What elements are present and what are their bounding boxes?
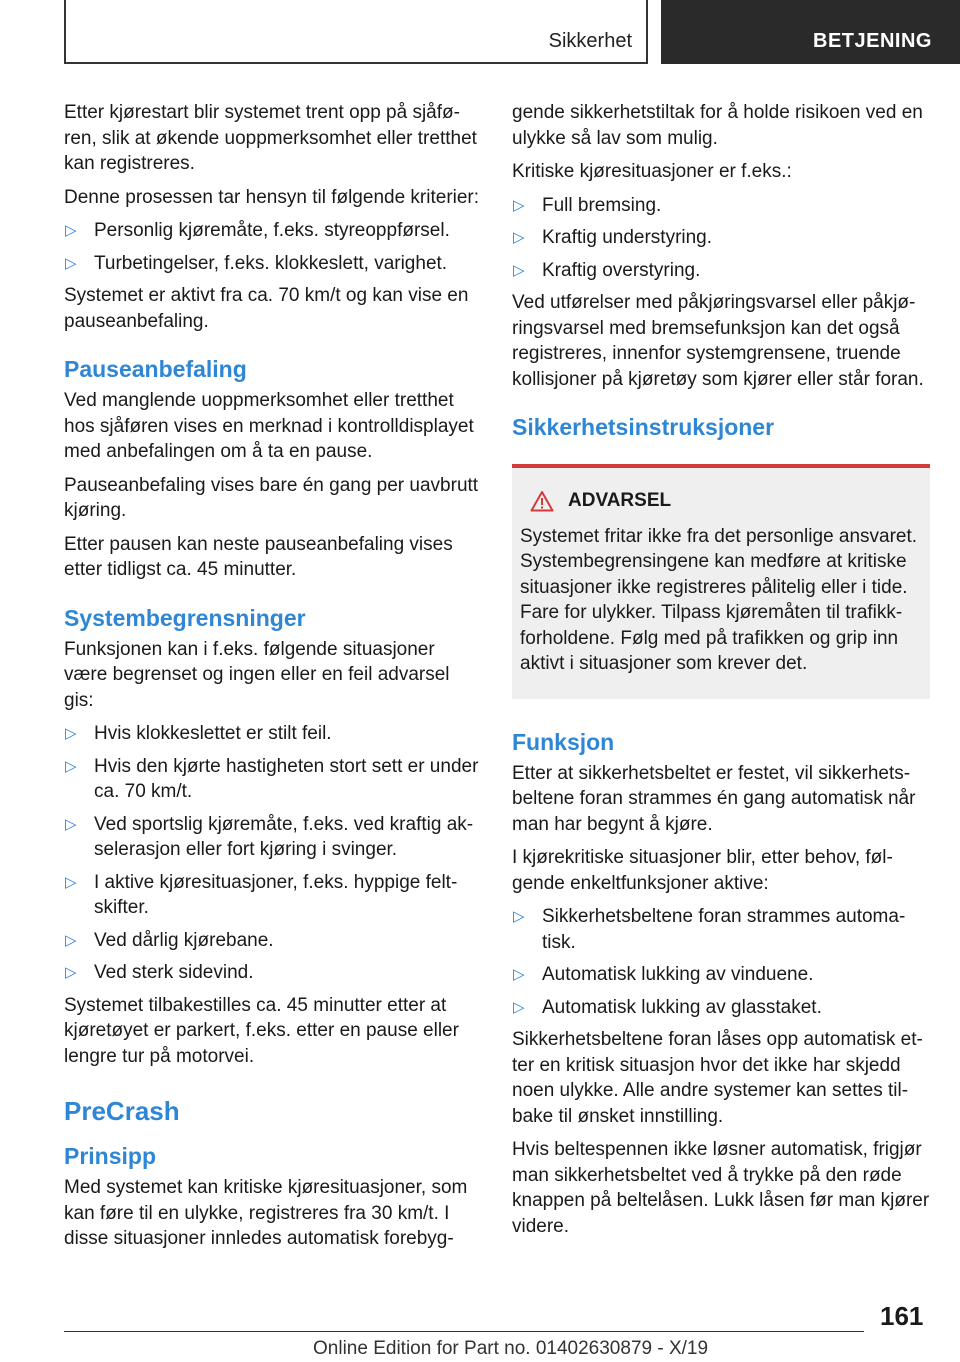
heading-systembegrensninger: Systembegrensninger: [64, 604, 306, 631]
triangle-bullet-icon: ▷: [65, 815, 77, 833]
paragraph: Denne prosessen tar hensyn til følgende kriterier:: [64, 186, 480, 208]
list-item: ▷ Kraftig overstyring.: [512, 258, 930, 284]
list-item: ▷ Automatisk lukking av glasstaket.: [512, 995, 930, 1021]
list-item: ▷ Ved dårlig kjørebane.: [64, 928, 482, 954]
warning-title: ADVARSEL: [520, 488, 922, 514]
list-item: ▷ Full bremsing.: [512, 193, 930, 219]
list-item: ▷ Hvis den kjørte hastigheten stort sett er under ca. 70 km/t.: [65, 755, 479, 802]
list-item: ▷ Kraftig understyring.: [512, 225, 930, 251]
list-item: ▷ Turbetingelser, f.eks. klokkeslett, varighet.: [64, 251, 482, 277]
right-column: [512, 100, 930, 1247]
paragraph: Etter pausen kan neste pauseanbefaling vises etter tidligst ca. 45 minutter.: [64, 533, 453, 580]
chapter-tab: [661, 0, 960, 64]
paragraph: Ved manglende uoppmerksomhet eller tretthet hos sjåføren vises en merknad i kontrolldisplayet med anbefalingen om å ta en pause.: [64, 390, 474, 462]
paragraph: Sikkerhetsbeltene foran låses opp automatisk etter en kritisk situasjon hvor det ikke har skjedd noen ulykke. Alle andre systemer kan settes tilbake til ønsket innstilling.: [512, 1029, 923, 1127]
edition-note: Online Edition for Part no. 01402630879 - X/19: [313, 1338, 709, 1359]
triangle-bullet-icon: ▷: [65, 757, 77, 775]
list-item: ▷ I aktive kjøresituasjoner, f.eks. hyppige feltskifter.: [65, 871, 458, 918]
triangle-bullet-icon: ▷: [65, 254, 77, 272]
triangle-bullet-icon: ▷: [513, 261, 525, 279]
heading-funksjon: Funksjon: [512, 728, 615, 755]
triangle-bullet-icon: ▷: [65, 725, 77, 742]
functions-list: [512, 904, 930, 1020]
footer-divider: [64, 1331, 864, 1332]
paragraph: Systemet tilbakestilles ca. 45 minutter etter at kjøretøyet er parkert, f.eks. etter en pause eller lengre tur på motorvei.: [64, 994, 459, 1067]
triangle-bullet-icon: ▷: [65, 964, 77, 981]
list-item: ▷ Hvis klokkeslettet er stilt feil.: [64, 721, 482, 747]
chapter-title: BETJENING: [813, 30, 932, 52]
paragraph: gende sikkerhetstiltak for å holde risikoen ved en ulykke så lav som mulig.: [512, 102, 923, 149]
paragraph: Systemet er aktivt fra ca. 70 km/t og kan vise en pauseanbefaling.: [64, 285, 469, 332]
list-item: ▷ Ved sterk sidevind.: [64, 960, 482, 986]
heading-prinsipp: Prinsipp: [64, 1143, 157, 1169]
paragraph: Ved utførelser med påkjøringsvarsel eller påkjøringsvarsel med bremsefunksjon kan det også registreres, innenfor systemgrensene, truende kollisjoner på kjøretøy som kjører eller står foran.: [512, 292, 924, 390]
list-item: ▷ Automatisk lukking av vinduene.: [512, 962, 930, 988]
paragraph: Etter at sikkerhetsbeltet er festet, vil sikkerhetsbeltene foran strammes én gang automatisk når man har begynt å kjøre.: [512, 762, 916, 835]
list-item: ▷ Personlig kjøremåte, f.eks. styreoppførsel.: [64, 218, 482, 244]
heading-sikkerhetsinstruksjoner: Sikkerhetsinstruksjoner: [512, 414, 775, 440]
paragraph: Hvis beltespennen ikke løsner automatisk, frigjør man sikkerhetsbeltet ved å trykke på den røde knappen på beltelåsen. Lukk låsen før man kjører videre.: [512, 1139, 930, 1237]
heading-pauseanbefaling: Pauseanbefaling: [64, 356, 247, 382]
critical-list: [512, 193, 930, 284]
list-item: ▷ Ved sportslig kjøremåte, f.eks. ved kraftig akselerasjon eller fort kjøring i svinger.: [65, 813, 474, 860]
page-header: [0, 0, 960, 66]
paragraph: Pauseanbefaling vises bare én gang per uavbrutt kjøring.: [64, 474, 479, 521]
triangle-bullet-icon: ▷: [513, 196, 525, 214]
paragraph: Funksjonen kan i f.eks. følgende situasjoner være begrenset og ingen eller en feil advarsel gis:: [64, 638, 450, 711]
triangle-bullet-icon: ▷: [65, 222, 77, 239]
paragraph: I kjørekritiske situasjoner blir, etter behov, følgende enkeltfunksjoner aktive:: [512, 847, 893, 894]
list-item: ▷ Sikkerhetsbeltene foran strammes automatisk.: [513, 906, 906, 953]
criteria-list: [64, 218, 482, 276]
paragraph: Med systemet kan kritiske kjøresituasjoner, som kan føre til en ulykke, registreres fra 30 km/t. I disse situasjoner innledes automatisk forebyg-: [64, 1177, 468, 1249]
section-title: Sikkerhet: [548, 30, 632, 52]
paragraph: Kritiske kjøresituasjoner er f.eks.:: [512, 161, 792, 182]
triangle-bullet-icon: ▷: [65, 873, 77, 891]
left-column: [64, 100, 482, 1260]
triangle-bullet-icon: ▷: [513, 966, 525, 983]
triangle-bullet-icon: ▷: [513, 998, 525, 1016]
page-number: 161: [880, 1301, 924, 1331]
section-tab: [64, 0, 648, 64]
warning-text: Systemet fritar ikke fra det personlige ansvaret. Systembegrensingene kan medføre at kritiske situasjoner ikke registreres pålitelig eller i tide. Fare for ulykker. Tilpass kjøremåten til trafikkforholdene. Følg med på trafikken og grip inn aktivt i situasjoner som krever det.: [520, 525, 918, 674]
triangle-bullet-icon: ▷: [513, 908, 525, 925]
warning-triangle-icon: [530, 490, 554, 512]
warning-box: [512, 464, 930, 699]
triangle-bullet-icon: ▷: [65, 931, 77, 949]
triangle-bullet-icon: ▷: [513, 229, 525, 246]
paragraph: Etter kjørestart blir systemet trent opp på sjåføren, slik at økende uoppmerksomhet eller tretthet kan registreres.: [64, 102, 477, 174]
limits-list: [64, 721, 482, 986]
heading-precrash: PreCrash: [64, 1096, 180, 1126]
